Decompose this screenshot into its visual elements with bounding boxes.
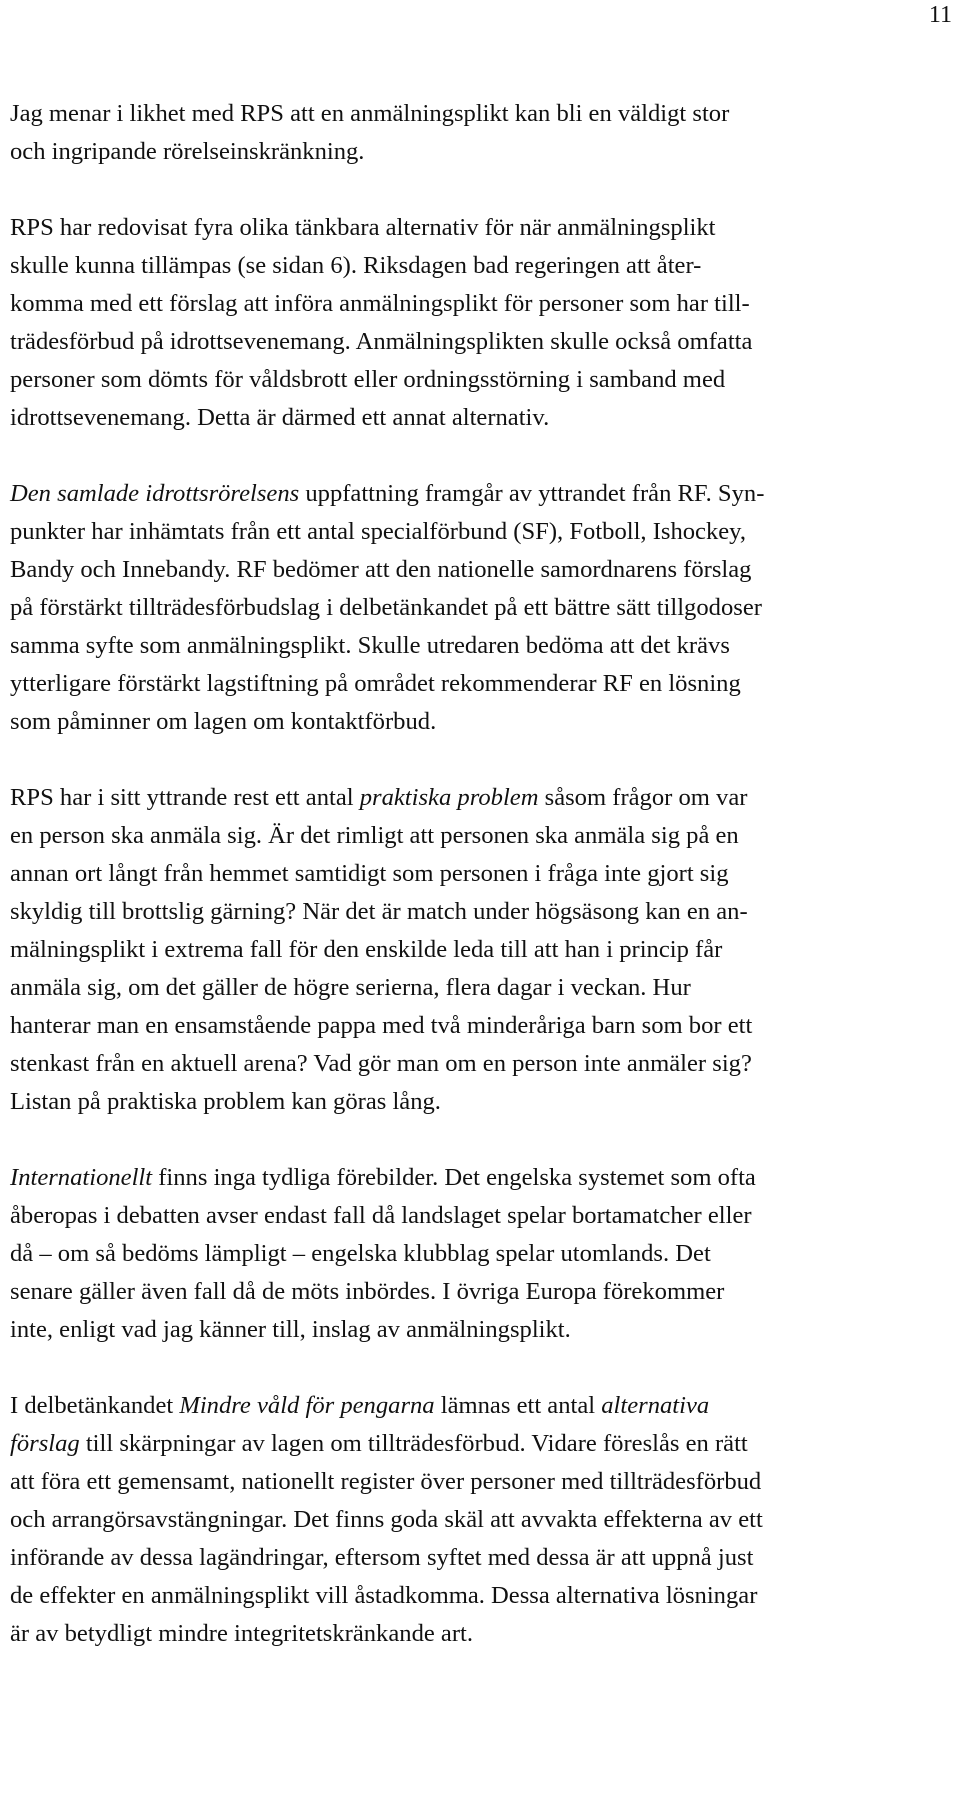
paragraph — [10, 1387, 945, 1653]
text-line — [10, 1235, 945, 1273]
text-run: mälningsplikt i extrema fall för den enskilde leda till att han i princip får — [10, 936, 723, 963]
text-run: personer som dömts för våldsbrott eller ordningsstörning i samband med — [10, 366, 726, 393]
text-run: inte, enligt vad jag känner till, inslag av anmälningsplikt. — [10, 1316, 571, 1343]
text-line — [10, 1007, 945, 1045]
italic-text: förslag — [10, 1430, 80, 1457]
text-line — [10, 893, 945, 931]
text-run: hanterar man en ensamstående pappa med två minderåriga barn som bor ett — [10, 1012, 753, 1039]
text-line — [10, 1463, 945, 1501]
text-line — [10, 855, 945, 893]
text-line — [10, 969, 945, 1007]
document-body — [10, 95, 945, 1653]
text-run: ytterligare förstärkt lagstiftning på området rekommenderar RF en lösning — [10, 670, 741, 697]
text-run: som påminner om lagen om kontaktförbud. — [10, 708, 437, 735]
text-line — [10, 589, 945, 627]
text-line — [10, 665, 945, 703]
page-number: 11 — [928, 2, 952, 28]
text-line — [10, 247, 945, 285]
text-line — [10, 399, 945, 437]
text-line — [10, 1159, 945, 1197]
italic-text: Den samlade idrottsrörelsens — [10, 480, 300, 507]
paragraph — [10, 779, 945, 1121]
text-line — [10, 931, 945, 969]
text-line — [10, 1615, 945, 1653]
text-run: trädesförbud på idrottsevenemang. Anmälningsplikten skulle också omfatta — [10, 328, 753, 355]
italic-text: Internationellt — [10, 1164, 153, 1191]
text-run: RPS har redovisat fyra olika tänkbara alternativ för när anmälningsplikt — [10, 214, 716, 241]
italic-text: alternativa — [601, 1392, 710, 1419]
text-run: skulle kunna tillämpas (se sidan 6). Riksdagen bad regeringen att åter- — [10, 252, 702, 279]
text-line — [10, 1311, 945, 1349]
italic-text: Mindre våld för pengarna — [179, 1392, 435, 1419]
text-run: skyldig till brottslig gärning? När det är match under högsäsong kan en an- — [10, 898, 748, 925]
text-line — [10, 1501, 945, 1539]
text-run: på förstärkt tillträdesförbudslag i delbetänkandet på ett bättre sätt tillgodoser — [10, 594, 762, 621]
text-run: komma med ett förslag att införa anmälningsplikt för personer som har till- — [10, 290, 750, 317]
text-line — [10, 627, 945, 665]
text-line — [10, 551, 945, 589]
text-line — [10, 817, 945, 855]
text-line — [10, 1577, 945, 1615]
text-run: RPS har i sitt yttrande rest ett antal — [10, 784, 360, 811]
paragraph — [10, 95, 945, 171]
text-run: annan ort långt från hemmet samtidigt som personen i fråga inte gjort sig — [10, 860, 729, 887]
text-line — [10, 285, 945, 323]
text-run: och arrangörsavstängningar. Det finns goda skäl att avvakta effekterna av ett — [10, 1506, 763, 1533]
text-run: idrottsevenemang. Detta är därmed ett annat alternativ. — [10, 404, 550, 431]
text-line — [10, 1387, 945, 1425]
text-line — [10, 323, 945, 361]
text-run: då – om så bedöms lämpligt – engelska klubblag spelar utomlands. Det — [10, 1240, 711, 1267]
text-line — [10, 133, 945, 171]
text-run: lämnas ett antal — [434, 1392, 602, 1419]
text-run: åberopas i debatten avser endast fall då landslaget spelar bortamatcher eller — [10, 1202, 752, 1229]
text-run: samma syfte som anmälningsplikt. Skulle utredaren bedöma att det krävs — [10, 632, 730, 659]
text-line — [10, 703, 945, 741]
text-run: och ingripande rörelseinskränkning. — [10, 138, 365, 165]
text-run: en person ska anmäla sig. Är det rimligt att personen ska anmäla sig på en — [10, 822, 739, 849]
text-line — [10, 475, 945, 513]
text-run: de effekter en anmälningsplikt vill åstadkomma. Dessa alternativa lösningar — [10, 1582, 758, 1609]
text-run: senare gäller även fall då de möts inbördes. I övriga Europa förekommer — [10, 1278, 725, 1305]
paragraph — [10, 209, 945, 437]
paragraph — [10, 475, 945, 741]
text-line — [10, 95, 945, 133]
text-run: finns inga tydliga förebilder. Det engelska systemet som ofta — [152, 1164, 756, 1191]
text-line — [10, 1273, 945, 1311]
text-run: uppfattning framgår av yttrandet från RF. Syn- — [299, 480, 765, 507]
text-run: punkter har inhämtats från ett antal specialförbund (SF), Fotboll, Ishockey, — [10, 518, 747, 545]
text-run: anmäla sig, om det gäller de högre serierna, flera dagar i veckan. Hur — [10, 974, 691, 1001]
text-run: Listan på praktiska problem kan göras lång. — [10, 1088, 441, 1115]
text-run: I delbetänkandet — [10, 1392, 180, 1419]
text-line — [10, 1045, 945, 1083]
text-run: Bandy och Innebandy. RF bedömer att den nationelle samordnarens förslag — [10, 556, 752, 583]
text-line — [10, 209, 945, 247]
text-run: att föra ett gemensamt, nationellt register över personer med tillträdesförbud — [10, 1468, 762, 1495]
text-run: stenkast från en aktuell arena? Vad gör man om en person inte anmäler sig? — [10, 1050, 752, 1077]
text-line — [10, 779, 945, 817]
italic-text: praktiska problem — [359, 784, 539, 811]
paragraph — [10, 1159, 945, 1349]
text-line — [10, 1083, 945, 1121]
text-run: till skärpningar av lagen om tillträdesförbud. Vidare föreslås en rätt — [79, 1430, 748, 1457]
text-line — [10, 513, 945, 551]
text-run: såsom frågor om var — [538, 784, 748, 811]
text-line — [10, 1539, 945, 1577]
text-run: är av betydligt mindre integritetskränkande art. — [10, 1620, 474, 1647]
text-run: införande av dessa lagändringar, eftersom syftet med dessa är att uppnå just — [10, 1544, 754, 1571]
text-line — [10, 361, 945, 399]
text-line — [10, 1197, 945, 1235]
text-line — [10, 1425, 945, 1463]
text-run: Jag menar i likhet med RPS att en anmälningsplikt kan bli en väldigt stor — [10, 100, 730, 127]
